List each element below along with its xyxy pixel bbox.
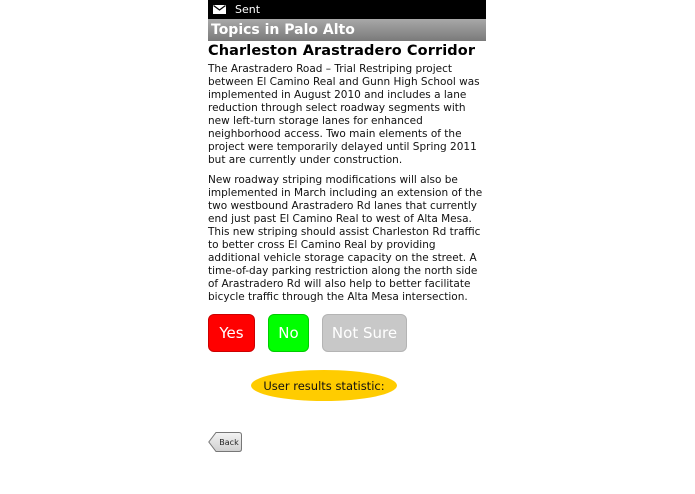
app-title: Topics in Palo Alto	[211, 22, 355, 38]
app-title-bar	[208, 19, 486, 41]
back-button[interactable]	[208, 432, 242, 452]
not-sure-button[interactable]: Not Sure	[322, 314, 407, 352]
topic-content	[208, 41, 486, 304]
topic-title: Charleston Arastradero Corridor	[208, 43, 476, 59]
phone-screen	[208, 0, 486, 494]
status-text: Sent	[235, 3, 261, 16]
topic-paragraph: New roadway striping modifications will also be implemented in March including an extension of the two westbound Arastradero Rd lanes that currently end just past El Camino Real to west of Alta Mesa. This new striping should assist Charleston Rd traffic to better cross El Camino Real by providing additional vehicle storage capacity on the street. A time-of-day parking restriction along the north side of Arastradero Rd will also help to better facilitate bicycle traffic through the Alta Mesa intersection.	[208, 174, 483, 303]
mail-sent-icon	[213, 5, 226, 14]
no-button[interactable]: No	[268, 314, 309, 352]
status-bar	[208, 0, 486, 19]
topic-paragraph: The Arastradero Road – Trial Restriping project between El Camino Real and Gunn High School was implemented in August 2010 and includes a lane reduction through select roadway segments with new left-turn storage lanes for enhanced neighborhood access. Two main elements of the project were temporarily delayed until Spring 2011 but are currently under construction.	[208, 63, 480, 166]
vote-buttons	[208, 314, 407, 352]
yes-button[interactable]: Yes	[208, 314, 255, 352]
user-results-button[interactable]: User results statistic:	[251, 370, 397, 401]
back-label: Back	[219, 437, 239, 447]
